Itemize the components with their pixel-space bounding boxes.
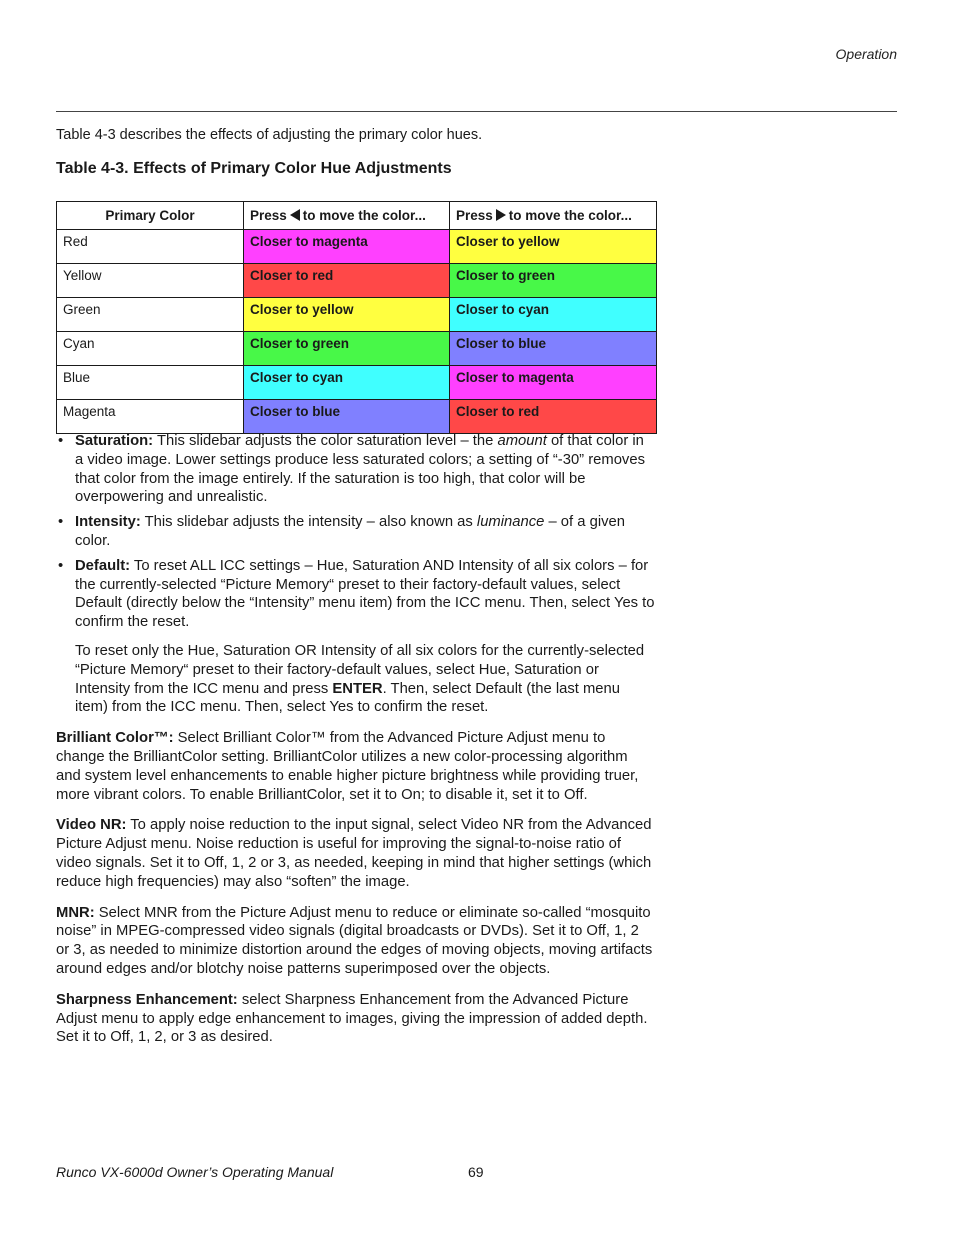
- paragraph-brilliant-color: [56, 729, 656, 804]
- bullet-icon: •: [58, 557, 64, 574]
- term-label: MNR:: [56, 904, 95, 921]
- paragraph-text: To apply noise reduction to the input signal, select Video NR from the Advanced Picture Adjust menu. Noise reduction is useful for improving the signal-to-noise ratio of video signals. Set it to Off, 1, 2 or 3, as needed, keeping in mind that higher settings (which reduce high frequencies) may also “soften” the image.: [56, 817, 652, 890]
- primary-color-cell: Magenta: [57, 400, 244, 434]
- paragraph-text: . Then, select Default (the last menu item) from the ICC menu. Then, select Yes to confirm the reset.: [75, 680, 621, 716]
- move-label: to move the color...: [302, 208, 426, 223]
- column-header-press-right: [450, 202, 657, 230]
- left-effect-cell: Closer to blue: [244, 400, 450, 434]
- primary-color-cell: Cyan: [57, 332, 244, 366]
- bullet-text: To reset ALL ICC settings – Hue, Saturation AND Intensity of all six colors – for the currently-selected “Picture Memory“ preset to their factory-default values, select Default (directly below the “Intensity” menu item) from the ICC menu. Then, select Yes to confirm the reset.: [75, 557, 655, 631]
- right-effect-cell: Closer to cyan: [450, 298, 657, 332]
- term-label: Intensity:: [75, 514, 141, 531]
- bullet-text: of that color in a video image. Lower settings produce less saturated colors; a setting of “-30” removes that color from the image entirely. If the saturation is too high, that color will be overpowering and unrealistic.: [75, 433, 645, 506]
- right-effect-cell: Closer to magenta: [450, 366, 657, 400]
- bullet-intensity: [56, 513, 656, 551]
- move-label: to move the color...: [508, 208, 632, 223]
- table-title: Table 4-3. Effects of Primary Color Hue Adjustments: [56, 160, 452, 177]
- term-label: Brilliant Color™:: [56, 730, 174, 747]
- paragraph-text: To reset only the Hue, Saturation OR Intensity of all six colors for the currently-selected “Picture Memory“ preset to their factory-default values, select Hue, Saturation or Intensity from the ICC menu and press: [75, 642, 645, 697]
- primary-color-cell: Green: [57, 298, 244, 332]
- term-label: Video NR:: [56, 817, 127, 834]
- right-effect-cell: Closer to red: [450, 400, 657, 434]
- bullet-text: – of a given color.: [75, 514, 625, 549]
- left-effect-cell: Closer to yellow: [244, 298, 450, 332]
- paragraph-video-nr: [56, 816, 656, 891]
- emphasis-text: luminance: [476, 514, 545, 531]
- body-text: [56, 432, 656, 1059]
- press-label: Press: [456, 208, 493, 223]
- paragraph-mnr: [56, 904, 656, 979]
- left-effect-cell: Closer to red: [244, 264, 450, 298]
- table-row: [57, 366, 657, 400]
- page-number: 69: [468, 1164, 484, 1180]
- left-effect-cell: Closer to cyan: [244, 366, 450, 400]
- emphasis-text: amount: [497, 433, 547, 449]
- running-header: Operation: [835, 46, 897, 62]
- bullet-saturation: [56, 432, 656, 507]
- primary-color-cell: Blue: [57, 366, 244, 400]
- left-effect-cell: Closer to magenta: [244, 230, 450, 264]
- primary-color-cell: Yellow: [57, 264, 244, 298]
- right-effect-cell: Closer to blue: [450, 332, 657, 366]
- key-label: ENTER: [332, 680, 383, 697]
- table-row: [57, 264, 657, 298]
- table-row: [57, 298, 657, 332]
- right-effect-cell: Closer to yellow: [450, 230, 657, 264]
- left-effect-cell: Closer to green: [244, 332, 450, 366]
- term-label: Saturation:: [75, 433, 154, 449]
- paragraph-sharpness: [56, 991, 656, 1047]
- table-row: [57, 332, 657, 366]
- table-row: [57, 400, 657, 434]
- column-header-press-left: [244, 202, 450, 230]
- left-arrow-icon: [290, 209, 300, 221]
- bullet-icon: •: [58, 433, 64, 449]
- paragraph-text: Select Brilliant Color™ from the Advanced Picture Adjust menu to change the BrilliantColor setting. BrilliantColor utilizes a new color-processing algorithm and system level enhancements to enable higher picture brightness while providing truer, more vibrant colors. To enable BrilliantColor, set it to On; to disable it, set it to Off.: [56, 730, 639, 803]
- intro-text: Table 4-3 describes the effects of adjusting the primary color hues.: [56, 127, 483, 143]
- right-effect-cell: Closer to green: [450, 264, 657, 298]
- footer-manual-title: Runco VX-6000d Owner’s Operating Manual: [56, 1164, 334, 1180]
- table-header-row: [57, 202, 657, 230]
- primary-color-cell: Red: [57, 230, 244, 264]
- bullet-text: This slidebar adjusts the color saturation level – the: [153, 433, 498, 449]
- paragraph-text: select Sharpness Enhancement from the Advanced Picture Adjust menu to apply edge enhancement to images, giving the impression of added depth. Set it to Off, 1, 2, or 3 as desired.: [56, 991, 648, 1046]
- bullet-icon: •: [58, 514, 64, 531]
- right-arrow-icon: [496, 209, 506, 221]
- table-row: [57, 230, 657, 264]
- press-label: Press: [250, 208, 287, 223]
- default-continuation: [56, 642, 656, 717]
- hue-adjustment-table: [56, 201, 657, 434]
- settings-bullet-list: [56, 432, 656, 632]
- bullet-text: This slidebar adjusts the intensity – also known as: [140, 514, 477, 531]
- bullet-default: [56, 557, 656, 632]
- header-divider: [56, 111, 897, 112]
- term-label: Sharpness Enhancement:: [56, 991, 238, 1008]
- paragraph-text: Select MNR from the Picture Adjust menu to reduce or eliminate so-called “mosquito noise” in MPEG-compressed video signals (digital broadcasts or DVDs). Set it to Off, 1, 2 or 3, as needed to minimize distortion around the edges of moving objects, moving artifacts around edges and/or blotchy noise patterns superimposed over the objects.: [56, 904, 653, 977]
- term-label: Default:: [75, 557, 131, 574]
- column-header-primary-color: Primary Color: [57, 202, 244, 230]
